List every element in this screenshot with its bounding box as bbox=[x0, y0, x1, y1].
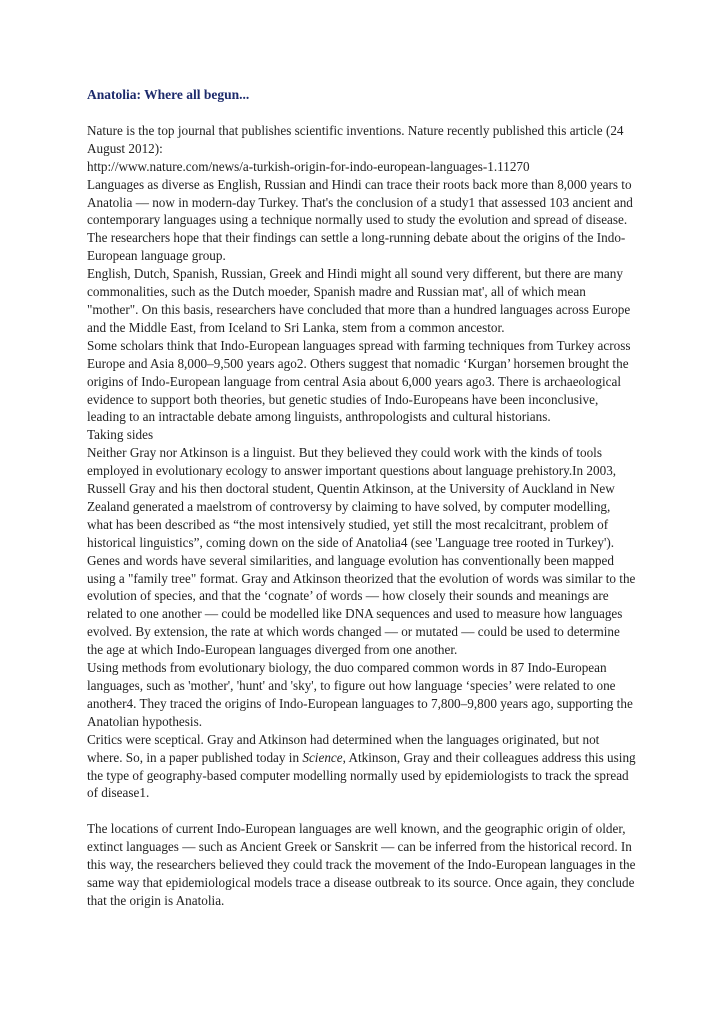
paragraph-summary: Languages as diverse as English, Russian and Hindi can trace their roots back more than 8,000 years to Anatolia — now in modern-day Turkey. That's the conclusion of a study1 that assessed 103 ancient and contemporary languages using a technique normally used to study the evolution and spread of disease. The researchers hope that their findings can settle a long-running debate about the origins of the Indo-European language group. bbox=[87, 176, 633, 264]
paragraph-genes-words: Genes and words have several similarities, and language evolution has conventionally been mapped using a "family tree" format. Gray and Atkinson theorized that the evolution of words was similar to the evolution of species, and that the ‘cognate’ of words — how closely their sounds and meanings are related to one another — could be modelled like DNA sequences and used to measure how languages evolved. By extension, the rate at which words changed — or mutated — could be used to determine the age at which Indo-European languages diverged from one another. bbox=[87, 552, 636, 658]
paragraph-gray-atkinson: Neither Gray nor Atkinson is a linguist. But they believed they could work with the kinds of tools employed in evolutionary ecology to answer important questions about language prehistory.In 2003, Russell Gray and his then doctoral student, Quentin Atkinson, at the University of Auckland in New Zealand generated a maelstrom of controversy by claiming to have solved, by computer modelling, what has been described as “the most intensively studied, yet still the most recalcitrant, problem of historical linguistics”, coming down on the side of Anatolia4 (see 'Language tree rooted in Turkey'). bbox=[87, 445, 617, 550]
journal-name-science: Science bbox=[302, 749, 343, 765]
paragraph-intro: Nature is the top journal that publishes scientific inventions. Nature recently published this article (24 August 2012): bbox=[87, 122, 624, 156]
document-body bbox=[87, 86, 637, 910]
paragraph-critics bbox=[87, 731, 637, 803]
paragraph-spacer bbox=[87, 802, 637, 820]
paragraph-locations: The locations of current Indo-European languages are well known, and the geographic origin of older, extinct languages — such as Ancient Greek or Sanskrit — can be inferred from the historical record. In this way, the researchers believed they could track the movement of the Indo-European languages in the same way that epidemiological models trace a disease outbreak to its source. Once again, they conclude that the origin is Anatolia. bbox=[87, 821, 636, 908]
section-heading-taking-sides: Taking sides bbox=[87, 427, 154, 443]
paragraph-scholars: Some scholars think that Indo-European languages spread with farming techniques from Turkey across Europe and Asia 8,000–9,500 years ago2. Others suggest that nomadic ‘Kurgan’ horsemen brought the origins of Indo-European language from central Asia about 6,000 years ago3. There is archaeological evidence to support both theories, but genetic studies of Indo-Europeans have been inconclusive, leading to an intractable debate among linguists, anthropologists and cultural historians. bbox=[87, 337, 631, 425]
document-title: Anatolia: Where all begun... bbox=[87, 87, 250, 102]
paragraph-methods: Using methods from evolutionary biology, the duo compared common words in 87 Indo-European languages, such as 'mother', 'hunt' and 'sky', to figure out how language ‘species’ were related to one another4. They traced the origins of Indo-European languages to 7,800–9,800 years ago, supporting the Anatolian hypothesis. bbox=[87, 660, 633, 729]
paragraph-languages: English, Dutch, Spanish, Russian, Greek and Hindi might all sound very different, but there are many commonalities, such as the Dutch moeder, Spanish madre and Russian mat', all of which mean "mother". On this basis, researchers have concluded that more than a hundred languages across Europe and the Middle East, from Iceland to Sri Lanka, stem from a common ancestor. bbox=[87, 266, 631, 335]
article-url: http://www.nature.com/news/a-turkish-origin-for-indo-european-languages-1.11270 bbox=[87, 158, 530, 174]
critics-text-after: , Atkinson, Gray and their colleagues address this using the type of geography-based computer modelling normally used by epidemiologists to track the spread of disease1. bbox=[87, 749, 636, 801]
critics-text-before: Critics were sceptical. Gray and Atkinson had determined when the languages originated, but not where. So, in a paper published today in bbox=[87, 731, 600, 765]
